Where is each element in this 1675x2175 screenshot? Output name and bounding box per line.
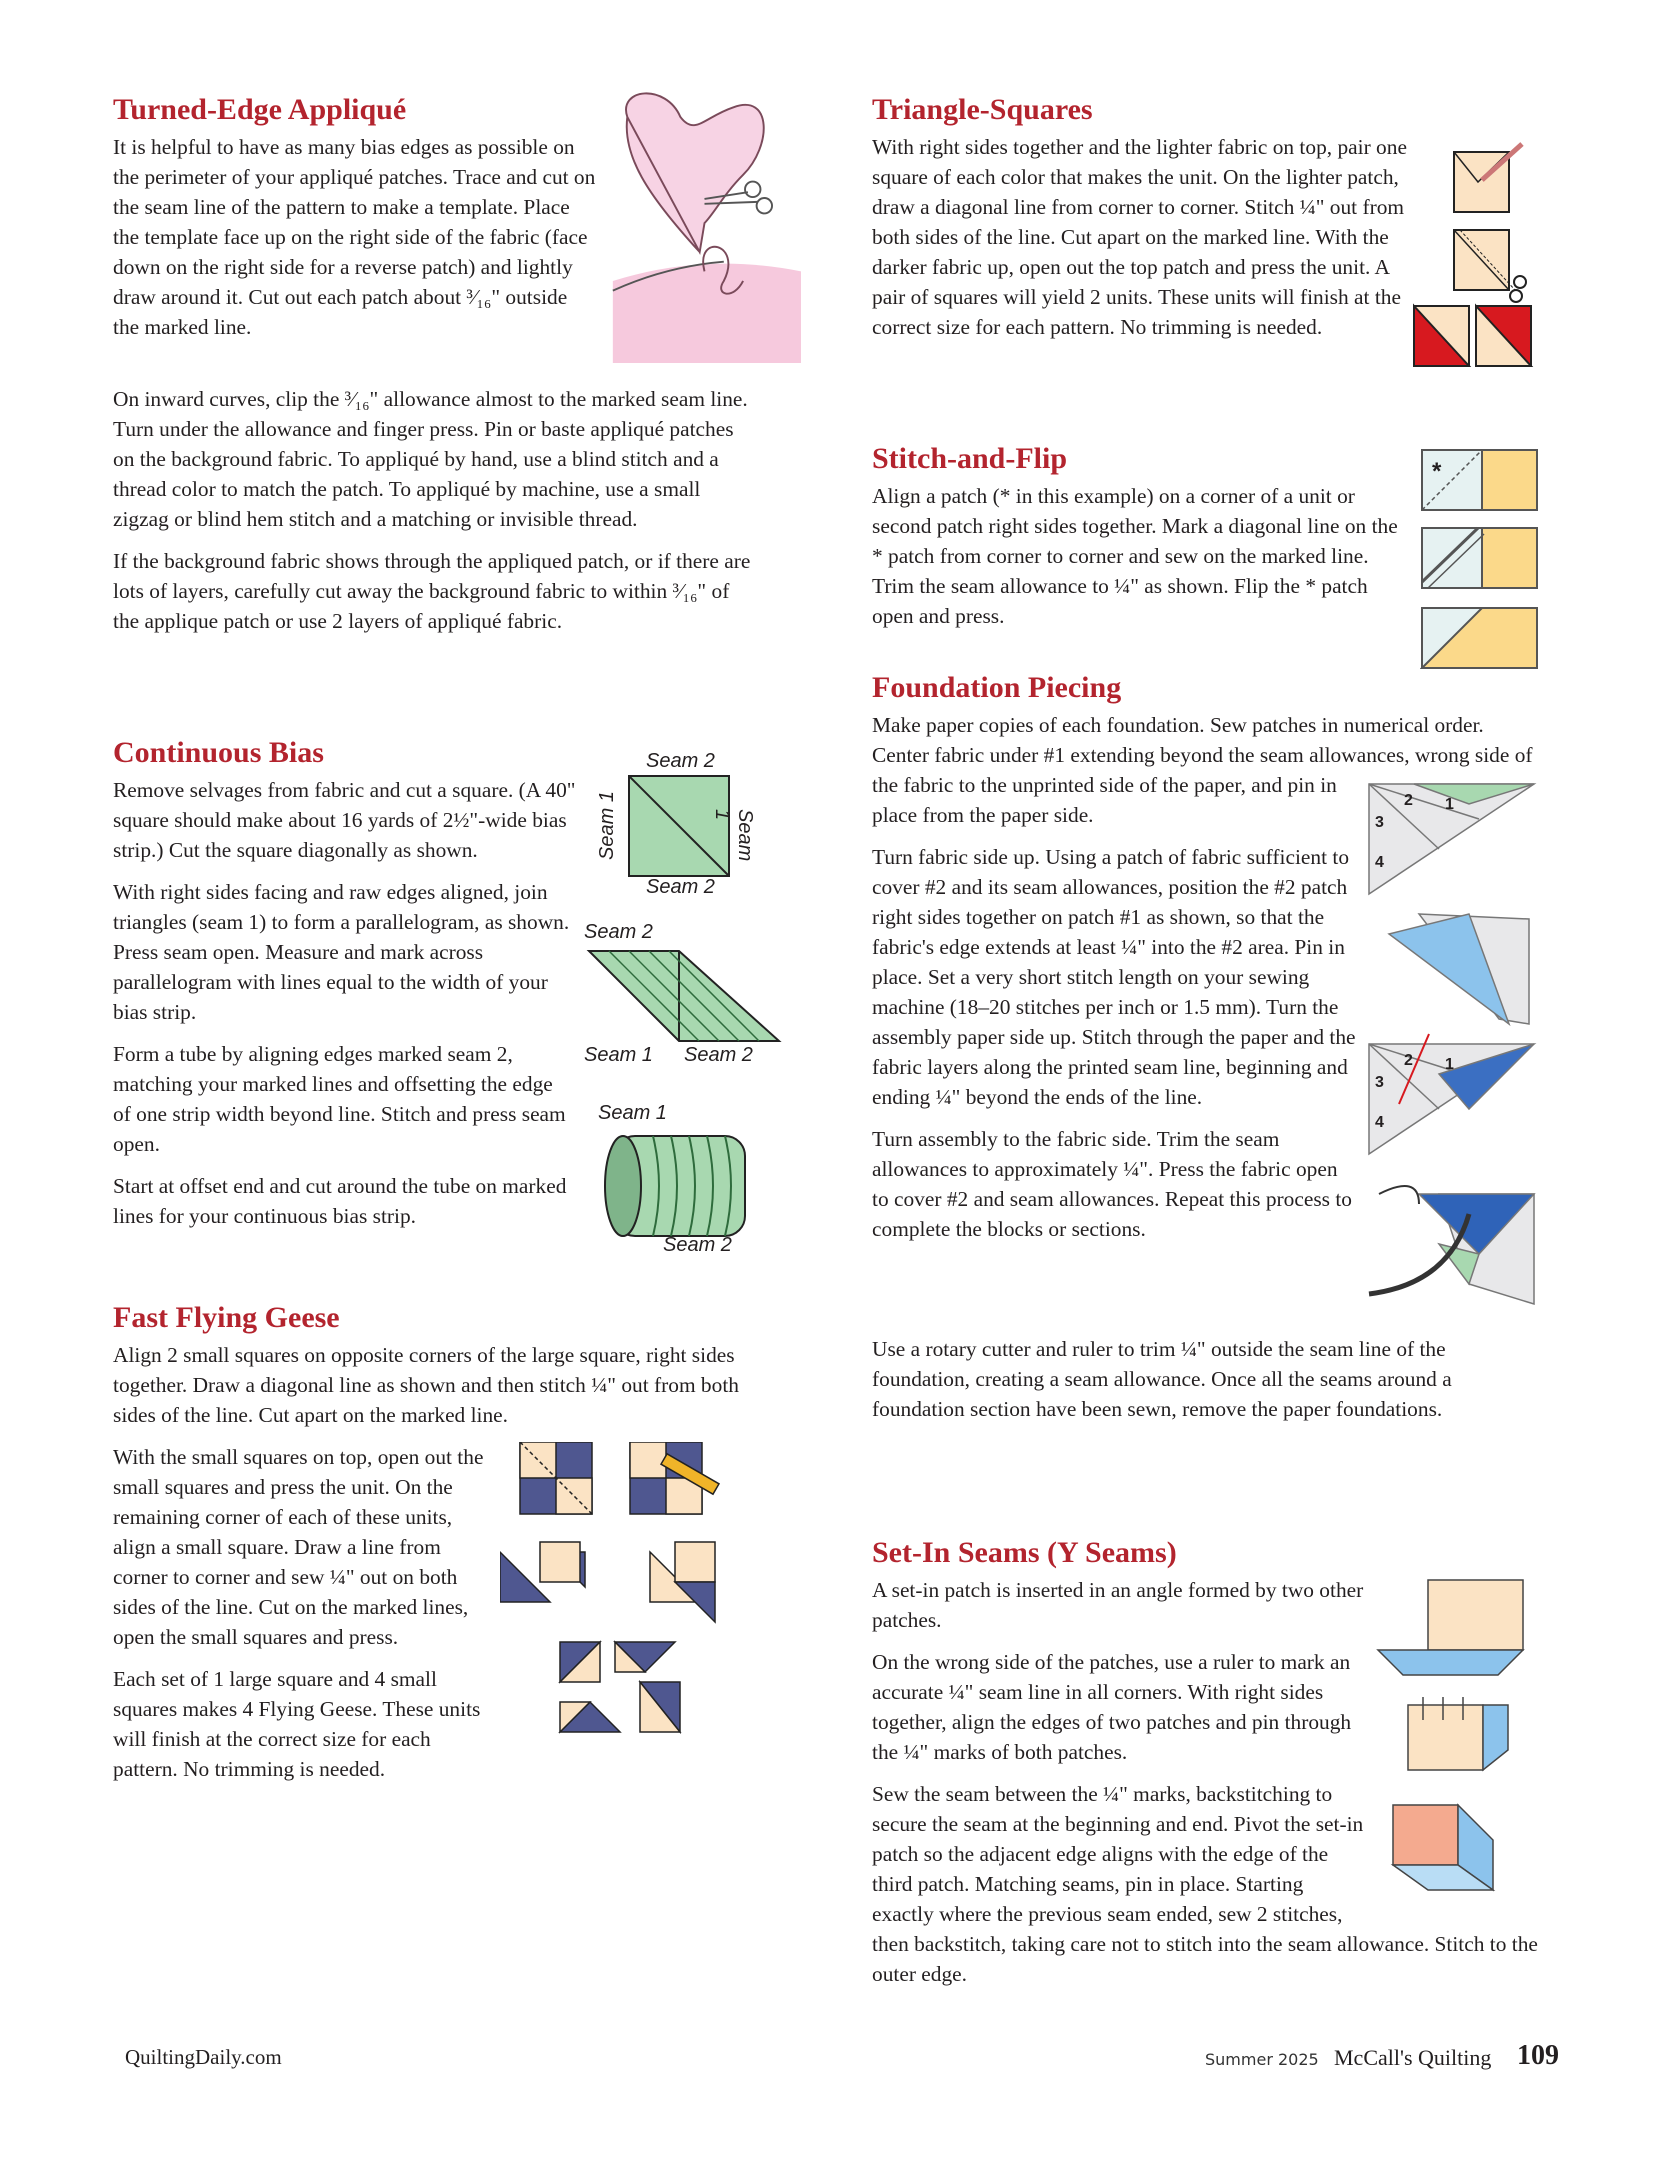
section-heading: Stitch-and-Flip [872,442,1068,475]
paragraph: Start at offset end and cut around the tube on marked lines for your continuous bias strip. [113,1174,567,1228]
foundation-number: 2 [1404,1052,1413,1069]
seam-1-label: Seam 1 [595,791,618,860]
paragraph: Align 2 small squares on opposite corners of the large square, right sides together. Draw a diagonal line as shown and then stitch ¼" out from both sides of the line. Cut apart on the marked line. [113,1343,739,1427]
paragraph: Each set of 1 large square and 4 small squares makes 4 Flying Geese. These units will finish at the correct size for each pattern. No trimming is needed. [113,1667,481,1781]
paragraph: It is helpful to have as many bias edges as possible on the perimeter of your appliqué patches. Trace and cut on the seam line of the pattern to make a template. Place the template face up on the right side of the fabric (face down on the right side for a reverse patch) and lightly draw around it. Cut out each patch about ³⁄₁₆" outside the marked line. [113,135,596,339]
seam-2-label: Seam 2 [584,921,653,943]
paragraph: With right sides facing and raw edges aligned, join triangles (seam 1) to form a parallelogram, as shown. Press seam open. Measure and mark across parallelogram with lines equal to the width of your bias strip. [113,880,570,1024]
set-in-seams-illustration [1368,1575,1544,1900]
parallelogram-diagram [579,921,789,1071]
section-set-in-seams [872,1535,1544,2001]
paragraph: Remove selvages from fabric and cut a square. (A 40" square should make about 16 yards of 2½"-wide bias strip.) Cut the square diagonally as shown. [113,778,576,862]
section-heading: Turned-Edge Appliqué [113,93,407,126]
seam-1-label: Seam 1 [598,1102,667,1124]
seam-2-label: Seam 2 [663,1234,732,1256]
section-foundation-piecing [872,670,1544,1436]
foundation-number: 4 [1375,1114,1384,1131]
section-heading: Foundation Piecing [872,671,1122,704]
foundation-number: 1 [1445,1056,1454,1073]
section-turned-edge-applique [113,92,758,648]
paragraph: With right sides together and the lighter fabric on top, pair one square of each color that makes the unit. On the lighter patch, draw a diagonal line from corner to corner. Stitch ¼" out from both sides of the line. Cut apart on the marked line. With the darker fabric up, open out the top patch and press the unit. A pair of squares will yield 2 units. These units will finish at the correct size for each pattern. No trimming is needed. [872,135,1407,339]
paragraph: Align a patch (* in this example) on a corner of a unit or second patch right sides together. Mark a diagonal line on the * patch from corner to corner and sew on the marked line. Trim the seam allowance to ¼" as shown. Flip the * patch open and press. [872,484,1398,628]
paragraph: Make paper copies of each foundation. Sew patches in numerical order. Center fabric under #1 extending beyond the seam allowances, wrong side of the fabric to the unprinted side of the paper, and pin in place from the paper side. [872,713,1533,827]
footer-website: QuiltingDaily.com [125,2045,282,2069]
asterisk-mark: * [1432,458,1442,485]
section-heading: Set-In Seams (Y Seams) [872,1536,1177,1569]
seam-2-label: Seam 2 [646,876,715,898]
paragraph: A set-in patch is inserted in an angle formed by two other patches. [872,1578,1364,1632]
bias-tube-diagram [593,1098,763,1258]
seam-1-label: Seam 1 [711,809,756,862]
footer-issue: Summer 2025 [1205,2050,1319,2069]
paragraph: Turn fabric side up. Using a patch of fabric sufficient to cover #2 and its seam allowances, position the #2 patch right sides together on patch #1 as shown, so that the fabric's edge extends at least ¼" into the #2 area. Pin in place. Set a very short stitch length on your sewing machine (18–20 stitches per inch or 1.5 mm). Turn the assembly paper side up. Stitch through the paper and the fabric layers along the printed seam line, beginning and ending ¼" beyond the ends of the line. [872,845,1356,1109]
section-heading: Continuous Bias [113,736,324,769]
paragraph: Sew the seam between the ¼" marks, backstitching to secure the seam at the beginning and end. Pivot the set-in patch so the adjacent edge aligns with the edge of the third patch. Matching seams, pin in place. Starting exactly where the previous seam ended, sew 2 stitches, then backstitch, taking care not to stitch into the seam allowance. Stitch to the outer edge. [872,1782,1538,1986]
foundation-number: 2 [1404,792,1413,809]
seam-2-label: Seam 2 [684,1044,753,1066]
paragraph: On inward curves, clip the ³⁄₁₆" allowance almost to the marked seam line. Turn under the allowance and finger press. Pin or baste appliqué patches on the background fabric. To appliqué by hand, use a blind stitch and a thread color to match the patch. To appliqué by machine, use a small zigzag or blind hem stitch and a matching or invisible thread. [113,387,748,531]
section-triangle-squares [872,92,1544,354]
heart-applique-illustration [608,88,801,363]
section-continuous-bias [113,735,758,1256]
bias-square-diagram [595,750,761,900]
seam-1-label: Seam 1 [584,1044,653,1066]
stitch-and-flip-illustration [1420,448,1545,673]
page-number: 109 [1517,2040,1559,2071]
seam-2-label: Seam 2 [646,750,715,772]
foundation-number: 3 [1375,1074,1384,1091]
foundation-number: 3 [1375,814,1384,831]
paragraph: If the background fabric shows through the appliqued patch, or if there are lots of layers, carefully cut away the background fabric to within ³⁄₁₆" of the applique patch or use 2 layers of appliqué fabric. [113,549,751,633]
triangle-squares-illustration [1412,142,1562,382]
section-heading: Fast Flying Geese [113,1301,340,1334]
paragraph: Turn assembly to the fabric side. Trim the seam allowances to approximately ¼". Press the fabric open to cover #2 and seam allowances. Repeat this process to complete the blocks or sections. [872,1127,1352,1241]
foundation-piecing-illustration [1359,774,1544,1334]
foundation-number: 1 [1445,796,1454,813]
footer-magazine-title: McCall's Quilting [1334,2045,1492,2070]
section-stitch-and-flip [872,441,1544,643]
foundation-number: 4 [1375,854,1384,871]
paragraph: With the small squares on top, open out the small squares and press the unit. On the remaining corner of each of these units, align a small square. Draw a line from corner to corner and sew ¼" out on both sides of the line. Cut on the marked lines, open the small squares and press. [113,1445,484,1649]
paragraph: Form a tube by aligning edges marked seam 2, matching your marked lines and offsetting the edge of one strip width beyond line. Stitch and press seam open. [113,1042,566,1156]
section-fast-flying-geese [113,1300,758,1796]
paragraph: On the wrong side of the patches, use a ruler to mark an accurate ¼" seam line in all corners. With right sides together, align the edges of two patches and pin through the ¼" marks of both patches. [872,1650,1352,1764]
paragraph: Use a rotary cutter and ruler to trim ¼" outside the seam line of the foundation, creating a seam allowance. Once all the seams around a foundation section have been sewn, remove the paper foundations. [872,1337,1452,1421]
section-heading: Triangle-Squares [872,93,1093,126]
flying-geese-illustration [500,1442,758,1742]
